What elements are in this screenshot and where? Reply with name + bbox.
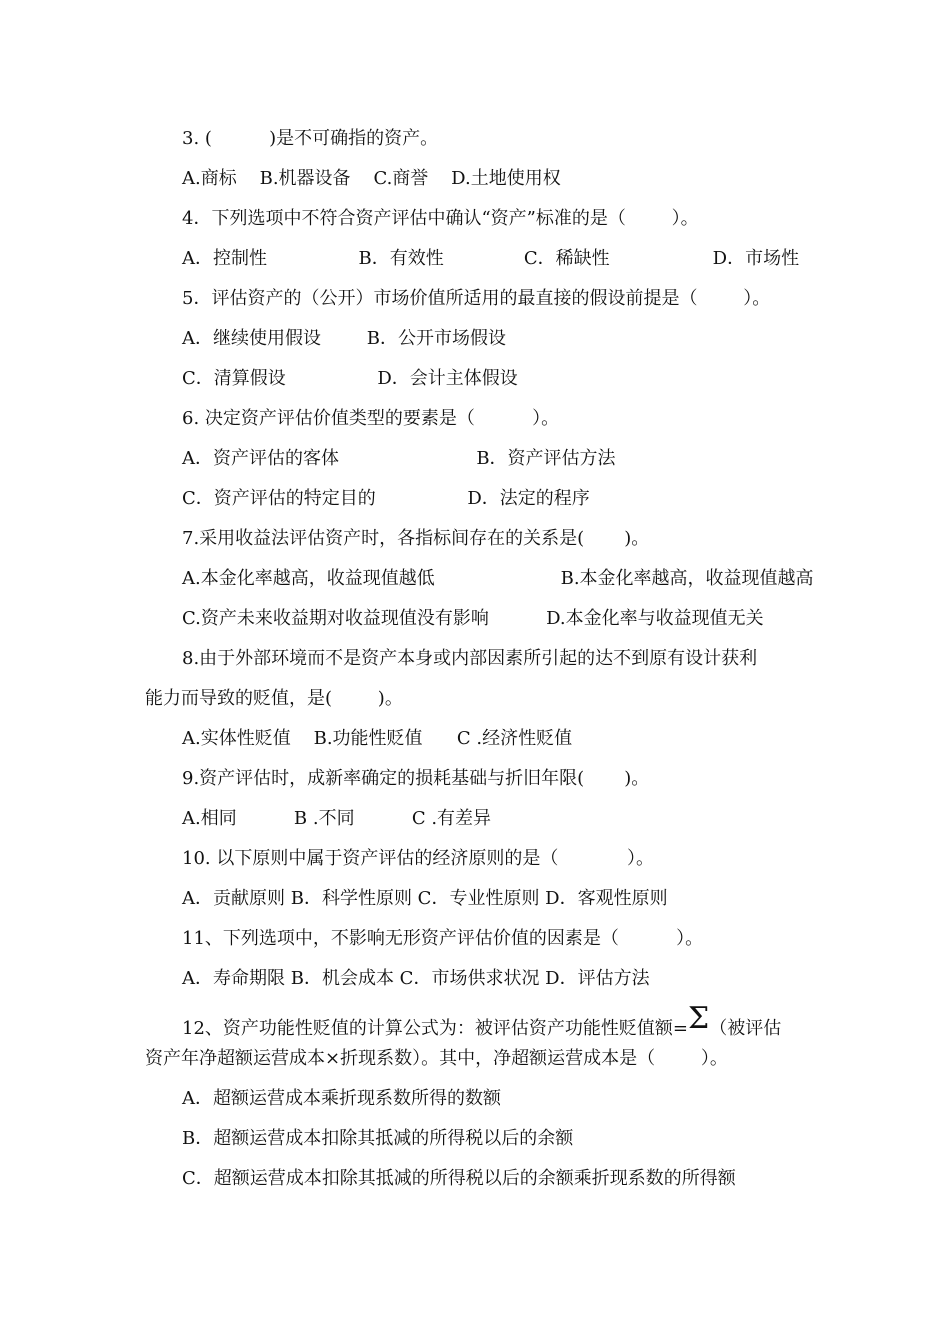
question-3-options: A.商标 B.机器设备 C.商誉 D.土地使用权 <box>182 168 561 189</box>
question-9: 9.资产评估时，成新率确定的损耗基础与折旧年限( )。 <box>182 768 650 789</box>
question-12-text: 12、资产功能性贬值的计算公式为：被评估资产功能性贬值额= <box>182 1018 688 1039</box>
question-4-options: A．控制性 B．有效性 C．稀缺性 D．市场性 <box>182 248 800 269</box>
question-6-options-ab: A．资产评估的客体 B．资产评估方法 <box>182 448 616 469</box>
question-8: 8.由于外部环境而不是资产本身或内部因素所引起的达不到原有设计获利 <box>182 648 758 669</box>
question-8-options: A.实体性贬值 B.功能性贬值 C .经济性贬值 <box>182 728 573 749</box>
question-11: 11、下列选项中，不影响无形资产评估价值的因素是（ ）。 <box>182 928 704 949</box>
question-11-options: A．寿命期限 B．机会成本 C．市场供求状况 D．评估方法 <box>182 968 650 989</box>
question-4: 4．下列选项中不符合资产评估中确认“资产”标准的是（ ）。 <box>182 208 699 229</box>
question-12-option-b: B．超额运营成本扣除其抵减的所得税以后的余额 <box>182 1128 574 1149</box>
question-3: 3. ( )是不可确指的资产。 <box>182 128 439 149</box>
question-12-continued: 资产年净超额运营成本×折现系数）。其中，净超额运营成本是（ ）。 <box>145 1048 728 1069</box>
question-9-options: A.相同 B .不同 C .有差异 <box>182 808 492 829</box>
question-12 <box>0 1001 950 1041</box>
question-7-options-cd: C.资产未来收益期对收益现值没有影响 D.本金化率与收益现值无关 <box>182 608 764 629</box>
question-12-option-a: A．超额运营成本乘折现系数所得的数额 <box>182 1088 501 1109</box>
sigma-symbol: Σ <box>687 1001 710 1036</box>
question-10-options: A．贡献原则 B．科学性原则 C．专业性原则 D．客观性原则 <box>182 888 668 909</box>
question-6-options-cd: C．资产评估的特定目的 D．法定的程序 <box>182 488 590 509</box>
question-5: 5．评估资产的（公开）市场价值所适用的最直接的假设前提是（ ）。 <box>182 288 771 309</box>
question-8-continued: 能力而导致的贬值，是( )。 <box>145 688 403 709</box>
question-12-option-c: C．超额运营成本扣除其抵减的所得税以后的余额乘折现系数的所得额 <box>182 1168 736 1189</box>
question-5-options-ab: A．继续使用假设 B．公开市场假设 <box>182 328 506 349</box>
question-5-options-cd: C．清算假设 D．会计主体假设 <box>182 368 518 389</box>
question-12-text-tail: （被评估 <box>709 1018 782 1039</box>
question-10: 10. 以下原则中属于资产评估的经济原则的是（ ）。 <box>182 848 655 869</box>
question-7-options-ab: A.本金化率越高，收益现值越低 B.本金化率越高，收益现值越高 <box>182 568 814 589</box>
question-6: 6. 决定资产评估价值类型的要素是（ ）。 <box>182 408 560 429</box>
question-7: 7.采用收益法评估资产时，各指标间存在的关系是( )。 <box>182 528 650 549</box>
